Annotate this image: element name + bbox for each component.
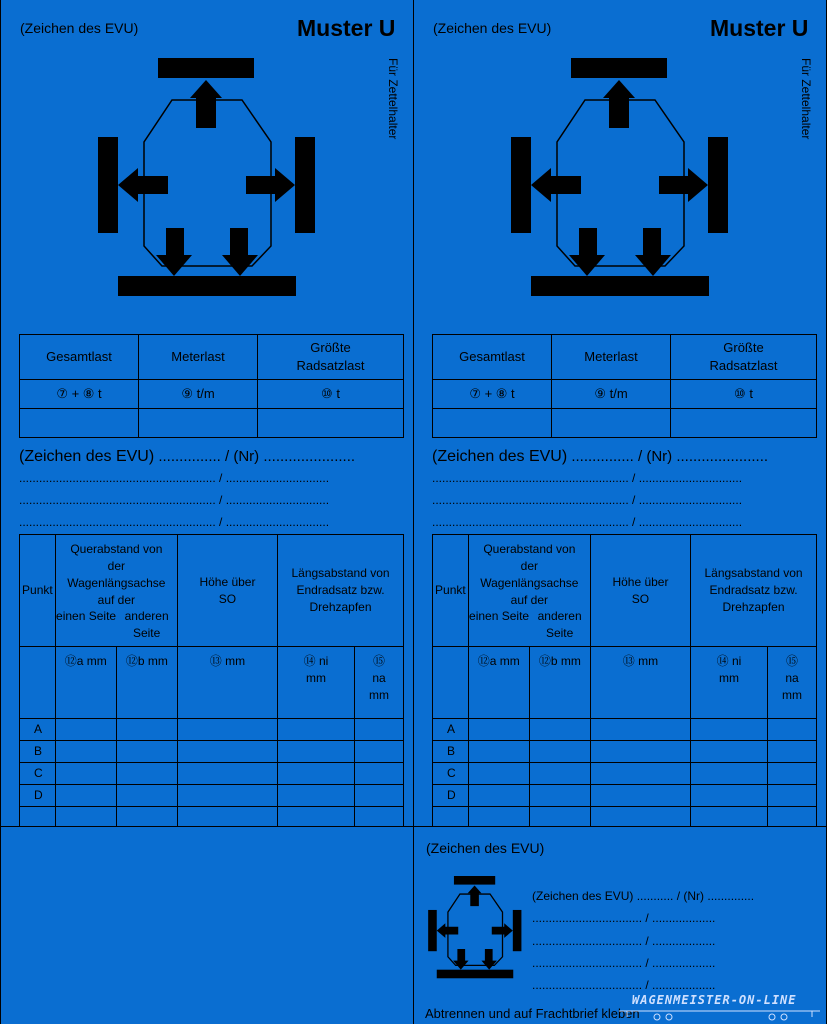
measure-rows (433, 719, 817, 827)
table-row (20, 719, 404, 741)
measure-cell[interactable] (177, 741, 277, 763)
measure-cell[interactable] (278, 763, 355, 785)
measure-cell[interactable] (691, 719, 768, 741)
measure-cell[interactable] (691, 785, 768, 807)
code-punkt (20, 647, 56, 719)
measure-cell[interactable] (177, 763, 277, 785)
header-querabstand (468, 535, 590, 647)
measure-cell[interactable] (468, 719, 529, 741)
measure-cell[interactable] (355, 741, 404, 763)
measure-cell[interactable] (55, 785, 116, 807)
measure-cell[interactable] (691, 741, 768, 763)
value-radsatzlast[interactable] (258, 409, 404, 438)
table-row (433, 719, 817, 741)
table-row (20, 741, 404, 763)
id-line-2: ........................................................... / ............................... (19, 471, 330, 485)
id-line-tail: ...................... (263, 448, 356, 465)
measure-cell[interactable] (529, 719, 590, 741)
watermark: WAGENMEISTER-ON-LINE (632, 993, 797, 1007)
measure-cell[interactable] (116, 741, 177, 763)
code-14: ⑭ ni mm (278, 647, 355, 719)
id-line-4: ........................................................... / ............................... (432, 515, 743, 529)
code-12a: ⑫a mm (55, 647, 116, 719)
id-line-3: ........................................................... / ............................... (19, 493, 330, 507)
measure-cell[interactable] (691, 807, 768, 827)
measure-cell[interactable] (278, 807, 355, 827)
id-line-4: ........................................................... / ............................... (19, 515, 330, 529)
evu-mark: (Zeichen des EVU) (20, 20, 139, 36)
measure-cell[interactable] (529, 785, 590, 807)
id-line-3: ........................................................... / ............................... (432, 493, 743, 507)
id-line-mid: ............... / (Nr) (567, 448, 677, 465)
id-line-2: ........................................................... / ............................... (432, 471, 743, 485)
header-laengsabstand: Längsabstand von Endradsatz bzw. Drehzapfen (691, 535, 817, 647)
header-radsatzlast: Größte Radsatzlast (671, 335, 817, 380)
evu-mark: (Zeichen des EVU) (433, 20, 552, 36)
measure-rows (20, 719, 404, 827)
code-13: ⑬ mm (177, 647, 277, 719)
measure-cell[interactable] (468, 763, 529, 785)
measure-cell[interactable] (355, 763, 404, 785)
table-row (433, 785, 817, 807)
row-label: D (433, 785, 469, 807)
measure-cell[interactable] (468, 785, 529, 807)
value-radsatzlast[interactable] (671, 409, 817, 438)
measure-cell[interactable] (529, 741, 590, 763)
watermark-wagon-icon (617, 1005, 822, 1022)
code-gesamtlast: ⑦ + ⑧ t (433, 380, 552, 409)
load-table (432, 334, 817, 438)
measure-cell[interactable] (278, 741, 355, 763)
measure-cell[interactable] (116, 807, 177, 827)
measure-cell[interactable] (590, 785, 690, 807)
wagon-arrows-icon (96, 58, 318, 300)
measure-cell[interactable] (177, 719, 277, 741)
id-line-prefix: (Zeichen des EVU) (432, 448, 568, 465)
row-label: A (20, 719, 56, 741)
stub-line-5: ................................. / ................... (532, 978, 716, 992)
load-table (19, 334, 404, 438)
header-gesamtlast: Gesamtlast (433, 335, 552, 380)
holder-note: Für Zettelhalter (386, 58, 400, 140)
measure-cell[interactable] (116, 785, 177, 807)
measure-cell[interactable] (529, 763, 590, 785)
id-line-1 (19, 448, 355, 466)
table-row (20, 807, 404, 827)
row-label: B (433, 741, 469, 763)
table-row (20, 785, 404, 807)
measure-cell[interactable] (768, 763, 817, 785)
code-meterlast: ⑨ t/m (139, 380, 258, 409)
measure-cell[interactable] (768, 807, 817, 827)
id-line-tail: ...................... (676, 448, 769, 465)
measure-cell[interactable] (590, 807, 690, 827)
measure-cell[interactable] (768, 741, 817, 763)
header-meterlast: Meterlast (139, 335, 258, 380)
measure-cell[interactable] (55, 807, 116, 827)
measure-cell[interactable] (768, 719, 817, 741)
stub-line-3: ................................. / ................... (532, 934, 716, 948)
measure-cell[interactable] (55, 719, 116, 741)
id-line-1 (432, 448, 768, 466)
holder-note: Für Zettelhalter (799, 58, 813, 140)
header-punkt: Punkt (20, 535, 56, 647)
code-punkt (433, 647, 469, 719)
code-radsatzlast: ⑩ t (258, 380, 404, 409)
header-punkt: Punkt (433, 535, 469, 647)
measure-cell[interactable] (691, 763, 768, 785)
querabstand-label: Querabstand von der Wagenlängsachse auf der (67, 542, 166, 607)
header-gesamtlast: Gesamtlast (20, 335, 139, 380)
header-hoehe: Höhe über SO (590, 535, 690, 647)
measure-cell[interactable] (355, 719, 404, 741)
row-label: B (20, 741, 56, 763)
header-meterlast: Meterlast (552, 335, 671, 380)
code-gesamtlast: ⑦ + ⑧ t (20, 380, 139, 409)
table-row (433, 741, 817, 763)
value-meterlast[interactable] (139, 409, 258, 438)
anderen-seite-label: anderen Seite (537, 609, 582, 641)
row-label: C (433, 763, 469, 785)
measure-cell[interactable] (177, 785, 277, 807)
measure-cell[interactable] (768, 785, 817, 807)
stub-footer: Abtrennen und auf Frachtbrief kleben (425, 1006, 640, 1021)
value-meterlast[interactable] (552, 409, 671, 438)
row-label: A (433, 719, 469, 741)
measure-cell[interactable] (590, 741, 690, 763)
measure-cell[interactable] (177, 807, 277, 827)
card-title: Muster U (710, 15, 809, 41)
label-card-left (0, 0, 413, 826)
measure-table (19, 534, 404, 827)
stub-wagon-arrows-icon (420, 876, 530, 980)
einen-seite-label: einen Seite (469, 609, 530, 624)
header-hoehe: Höhe über SO (177, 535, 277, 647)
label-card-right (413, 0, 826, 826)
measure-cell[interactable] (590, 763, 690, 785)
id-line-prefix: (Zeichen des EVU) (19, 448, 155, 465)
stub-line-1: (Zeichen des EVU) ........... / (Nr) .............. (532, 889, 755, 903)
table-row (20, 763, 404, 785)
row-label (433, 807, 469, 827)
code-15: ⑮ na mm (768, 647, 817, 719)
stub-line-4: ................................. / ................... (532, 956, 716, 970)
measure-cell[interactable] (278, 719, 355, 741)
measure-table (432, 534, 817, 827)
value-gesamtlast[interactable] (20, 409, 139, 438)
row-label: D (20, 785, 56, 807)
measure-cell[interactable] (355, 807, 404, 827)
header-radsatzlast: Größte Radsatzlast (258, 335, 404, 380)
einen-seite-label: einen Seite (56, 609, 117, 624)
code-12a: ⑫a mm (468, 647, 529, 719)
wagon-arrows-icon (509, 58, 731, 300)
code-meterlast: ⑨ t/m (552, 380, 671, 409)
measure-cell[interactable] (529, 807, 590, 827)
code-12b: ⑫b mm (529, 647, 590, 719)
row-label: C (20, 763, 56, 785)
stub-evu-mark: (Zeichen des EVU) (426, 840, 545, 856)
row-label (20, 807, 56, 827)
measure-cell[interactable] (116, 763, 177, 785)
value-gesamtlast[interactable] (433, 409, 552, 438)
table-row (433, 807, 817, 827)
code-12b: ⑫b mm (116, 647, 177, 719)
measure-cell[interactable] (468, 807, 529, 827)
querabstand-label: Querabstand von der Wagenlängsachse auf der (480, 542, 579, 607)
measure-cell[interactable] (590, 719, 690, 741)
code-15: ⑮ na mm (355, 647, 404, 719)
id-line-mid: ............... / (Nr) (154, 448, 264, 465)
stub-line-2: ................................. / ................... (532, 911, 716, 925)
anderen-seite-label: anderen Seite (124, 609, 169, 641)
measure-cell[interactable] (468, 741, 529, 763)
header-laengsabstand: Längsabstand von Endradsatz bzw. Drehzapfen (278, 535, 404, 647)
measure-cell[interactable] (55, 763, 116, 785)
measure-cell[interactable] (355, 785, 404, 807)
code-radsatzlast: ⑩ t (671, 380, 817, 409)
header-querabstand (55, 535, 177, 647)
card-title: Muster U (297, 15, 396, 41)
measure-cell[interactable] (55, 741, 116, 763)
measure-cell[interactable] (278, 785, 355, 807)
measure-cell[interactable] (116, 719, 177, 741)
code-13: ⑬ mm (590, 647, 690, 719)
code-14: ⑭ ni mm (691, 647, 768, 719)
table-row (433, 763, 817, 785)
